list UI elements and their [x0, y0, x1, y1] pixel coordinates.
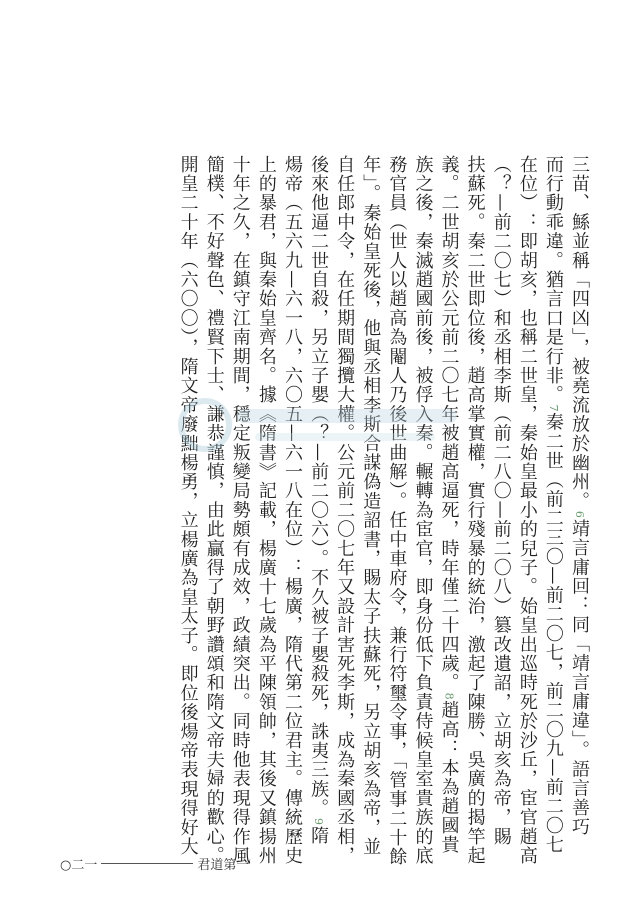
chapter-title: 君道第一: [197, 858, 250, 873]
text-column: 族之後，秦滅趙國前後，被俘入秦。輾轉為宦官，即身份低下負責侍候皇室貴族的底: [412, 155, 434, 866]
footnote-marker: 7: [546, 404, 560, 413]
footnote-heading: 趙高：本為趙國貴: [438, 700, 460, 855]
text-column: 務官員（世人以趙高為閹人乃後世曲解）。任中車府令，兼行符璽令事，「管事二十餘: [386, 155, 408, 867]
text-column: 自任郎中令，在任期間獨攬大權。公元前二〇七年又設計害死李斯，成為秦國丞相，: [334, 155, 356, 866]
text-column: 煬帝（五六九—六一八，六〇五—六一八在位）：楊廣，隋代第二位君主。傳統歷史: [281, 155, 303, 866]
text-column: 扶蘇死。秦二世即位後，趙高掌實權，實行殘暴的統治，激起了陳勝、吳廣的揭竿起: [464, 155, 486, 866]
text-column: 後來他逼二世自殺，另立子嬰（？—前二〇六）。不久被子嬰殺死，誅夷三族。9隋: [308, 155, 330, 846]
footnote-marker: 6: [573, 510, 586, 520]
page-number: ○二一: [60, 858, 98, 873]
text-column: 三苗、鯀並稱「四凶」，被堯流放於幽州。6靖言庸回：同「靖言庸違」。語言善巧: [569, 155, 590, 837]
footnote-heading: 靖言庸回：同「靖言庸違」。語言善巧: [569, 519, 590, 837]
text-column: 開皇二十年（六〇〇），隋文帝廢黜楊勇，立楊廣為皇太子。即位後煬帝表現得好大: [177, 155, 199, 857]
text-column: 在位）：即胡亥，也稱二世皇，秦始皇最小的兒子。始皇出巡時死於沙丘，宦官趙高: [516, 155, 538, 866]
text-column: 十年之久，在鎮守江南期間，穩定叛變局勢頗有成效，政績突出。同時他表現得作風: [229, 155, 251, 866]
text-column: 簡樸、不好聲色、禮賢下士、謙恭謹慎，由此贏得了朝野讚頌和隋文帝夫婦的歡心。: [203, 155, 225, 866]
footnote-heading: 秦二世（前二三〇—前二〇七，前二〇九—前二〇七: [542, 412, 564, 855]
footnote-marker: 9: [312, 818, 326, 827]
page-footer: [60, 854, 249, 873]
text-column: （？—前二〇七）和丞相李斯（前二八〇—前二〇八）篡改遺詔，立胡亥為帝，賜: [490, 155, 512, 847]
text-column: 義。二世胡亥於公元前二〇七年被趙高逼死，時年僅二十四歲。8趙高：本為趙國貴: [438, 155, 460, 855]
footnote-marker: 8: [442, 692, 456, 701]
text-column: 上的暴君，與秦始皇齊名。據《隋書》記載，楊廣十七歲為平陳領帥，其後又鎮揚州: [255, 155, 277, 866]
footer-rule: [101, 863, 193, 864]
watermark-logo: [175, 385, 475, 465]
footnote-heading: 隋: [308, 826, 330, 846]
text-column: 年」。秦始皇死後，他與丞相李斯合謀偽造詔書，賜太子扶蘇死，另立胡亥為帝，並: [360, 155, 382, 857]
text-column: 而行動乖違。猶言口是行非。7秦二世（前二三〇—前二〇七，前二〇九—前二〇七: [542, 155, 564, 855]
